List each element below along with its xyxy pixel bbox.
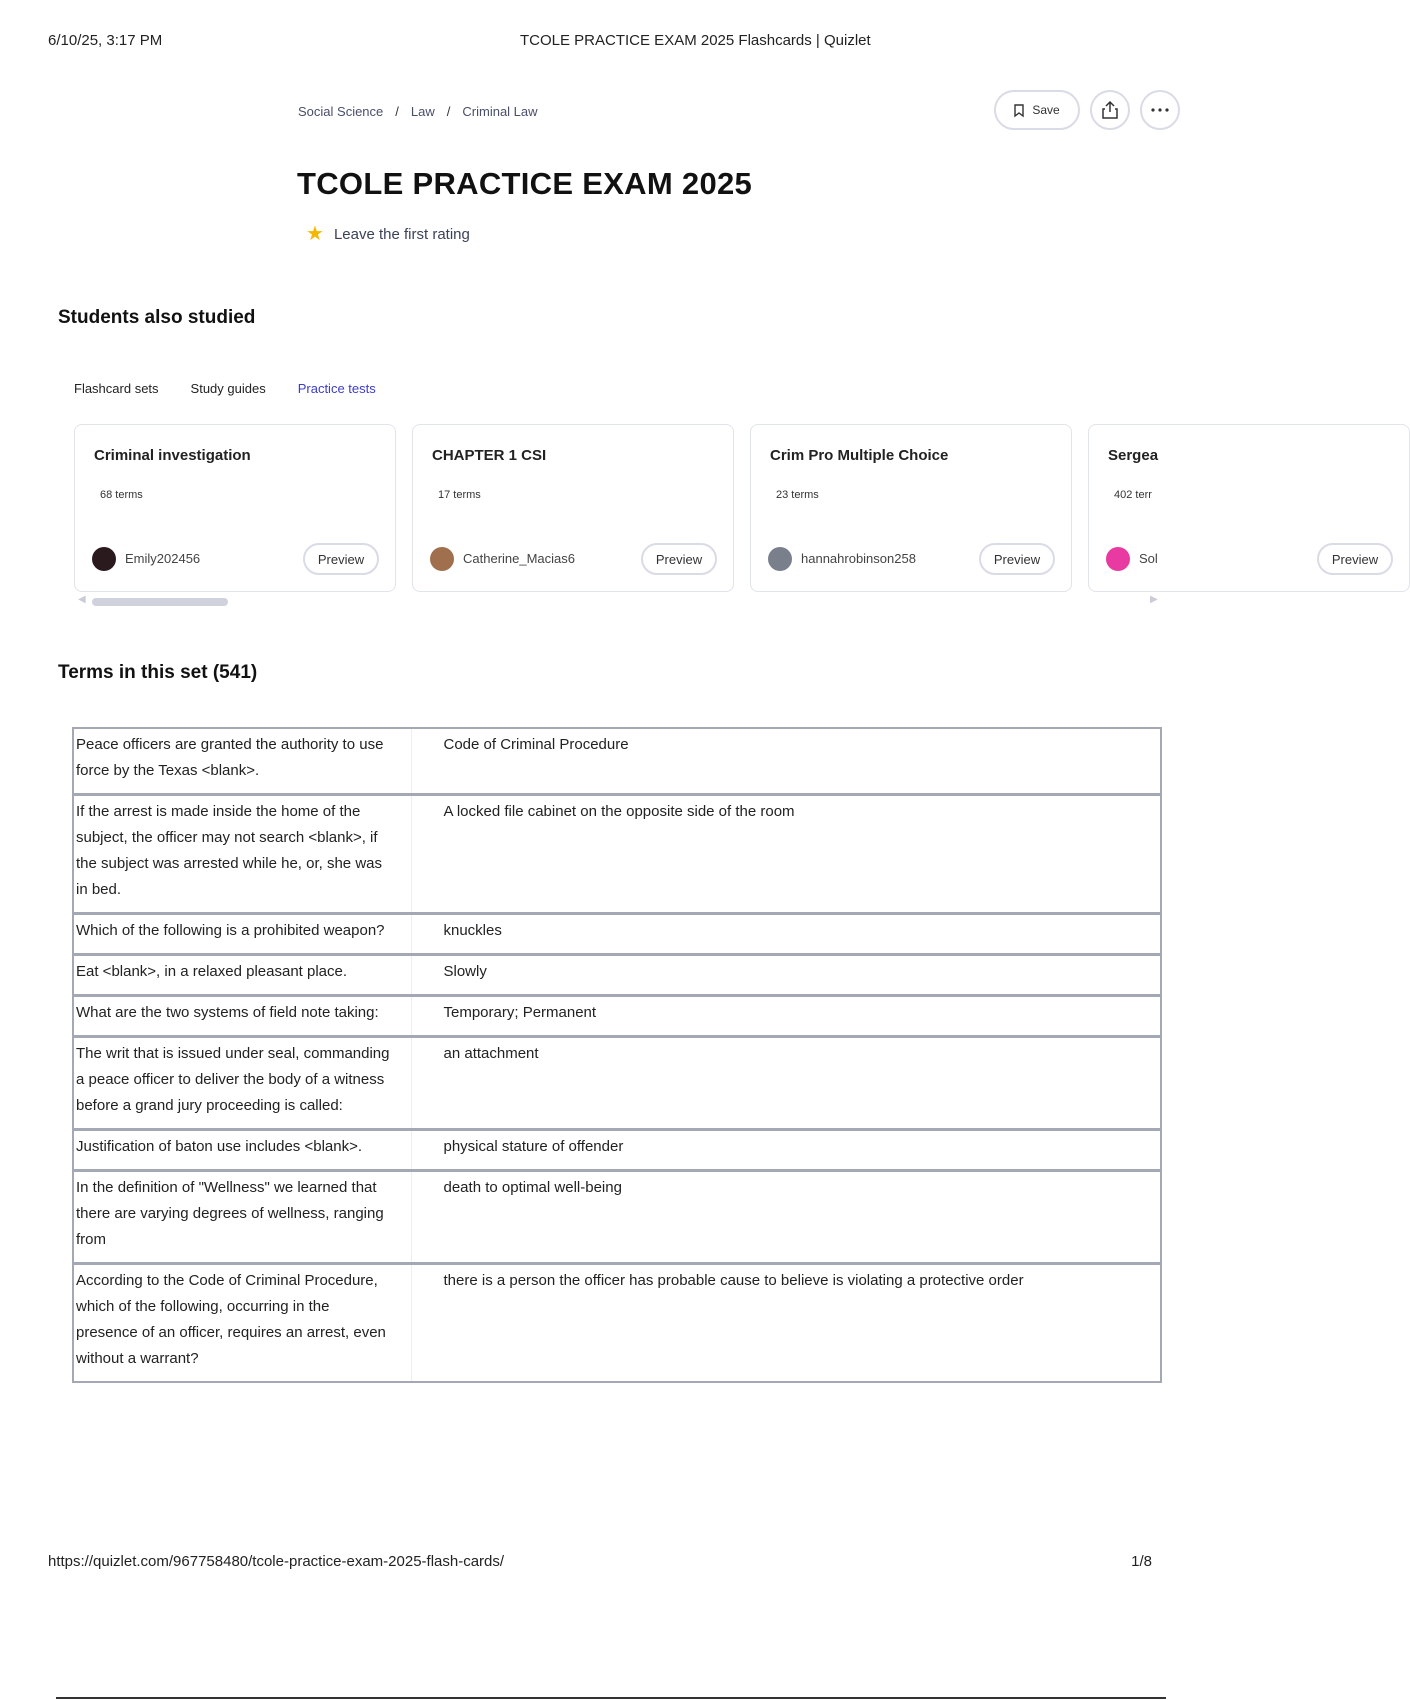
term-text: What are the two systems of field note taking: bbox=[73, 996, 411, 1037]
page-title: TCOLE PRACTICE EXAM 2025 bbox=[297, 166, 753, 201]
card-title: Sergea bbox=[1108, 447, 1159, 464]
term-text: Peace officers are granted the authority to use force by the Texas <blank>. bbox=[73, 728, 411, 795]
term-text: Eat <blank>, in a relaxed pleasant place. bbox=[73, 955, 411, 996]
avatar bbox=[92, 547, 116, 571]
related-set-card[interactable] bbox=[1088, 424, 1410, 592]
card-term-count: 402 terr bbox=[1114, 489, 1152, 501]
card-username[interactable]: hannahrobinson258 bbox=[801, 551, 916, 566]
breadcrumb-separator: / bbox=[446, 104, 451, 119]
terms-heading: Terms in this set (541) bbox=[58, 662, 258, 683]
breadcrumb-law[interactable]: Law bbox=[410, 104, 435, 119]
related-set-card[interactable] bbox=[412, 424, 734, 592]
definition-text: there is a person the officer has probable cause to believe is violating a protective order bbox=[443, 1272, 1024, 1289]
related-set-card[interactable] bbox=[74, 424, 396, 592]
breadcrumb-social-science[interactable]: Social Science bbox=[298, 104, 384, 119]
term-text: According to the Code of Criminal Procedure, which of the following, occurring in the presence of an officer, requires an arrest, even without a warrant? bbox=[73, 1264, 411, 1383]
tab-practice-tests[interactable]: Practice tests bbox=[297, 381, 376, 396]
definition-text: Slowly bbox=[443, 963, 487, 980]
related-sets-carousel bbox=[74, 424, 1379, 594]
table-row bbox=[73, 1130, 1161, 1171]
tab-flashcard-sets[interactable]: Flashcard sets bbox=[74, 381, 159, 396]
set-actions bbox=[994, 90, 1180, 130]
definition-text: knuckles bbox=[443, 922, 502, 939]
table-row bbox=[73, 1037, 1161, 1130]
card-term-count: 23 terms bbox=[776, 489, 819, 501]
card-username[interactable]: Sol bbox=[1139, 551, 1158, 566]
term-text: Which of the following is a prohibited weapon? bbox=[73, 914, 411, 955]
print-page-number: 1/8 bbox=[1131, 1553, 1152, 1570]
print-url: https://quizlet.com/967758480/tcole-practice-exam-2025-flash-cards/ bbox=[48, 1553, 505, 1570]
definition-text: Temporary; Permanent bbox=[443, 1004, 597, 1021]
more-options-button[interactable] bbox=[1140, 90, 1180, 130]
table-row bbox=[73, 795, 1161, 914]
print-page-title: TCOLE PRACTICE EXAM 2025 Flashcards | Quizlet bbox=[520, 32, 871, 49]
preview-button[interactable]: Preview bbox=[1317, 543, 1393, 575]
definition-text: physical stature of offender bbox=[443, 1138, 624, 1155]
card-title: Criminal investigation bbox=[94, 447, 251, 464]
related-set-card[interactable] bbox=[750, 424, 1072, 592]
carousel-scrollbar[interactable] bbox=[92, 598, 228, 606]
avatar bbox=[430, 547, 454, 571]
print-date: 6/10/25, 3:17 PM bbox=[48, 32, 163, 49]
card-title: Crim Pro Multiple Choice bbox=[770, 447, 949, 464]
avatar bbox=[768, 547, 792, 571]
card-username[interactable]: Catherine_Macias6 bbox=[463, 551, 576, 566]
rating-label: Leave the first rating bbox=[333, 225, 470, 243]
preview-button[interactable]: Preview bbox=[641, 543, 717, 575]
definition-text: Code of Criminal Procedure bbox=[443, 736, 629, 753]
term-text: In the definition of "Wellness" we learned that there are varying degrees of wellness, ranging from bbox=[73, 1171, 411, 1264]
table-row bbox=[73, 728, 1161, 795]
breadcrumb bbox=[298, 104, 538, 119]
definition-text: death to optimal well-being bbox=[443, 1179, 622, 1196]
avatar bbox=[1106, 547, 1130, 571]
scroll-left-icon[interactable]: ◀ bbox=[78, 594, 86, 605]
scroll-right-icon[interactable]: ▶ bbox=[1150, 594, 1158, 605]
table-row bbox=[73, 996, 1161, 1037]
share-icon bbox=[1102, 101, 1118, 119]
card-term-count: 68 terms bbox=[100, 489, 143, 501]
table-row bbox=[73, 1171, 1161, 1264]
save-button-label: Save bbox=[1032, 103, 1060, 117]
rating-prompt[interactable] bbox=[306, 224, 470, 244]
share-button[interactable] bbox=[1090, 90, 1130, 130]
table-row bbox=[73, 1264, 1161, 1383]
study-tabs bbox=[74, 381, 376, 396]
definition-text: an attachment bbox=[443, 1045, 539, 1062]
card-term-count: 17 terms bbox=[438, 489, 481, 501]
preview-button[interactable]: Preview bbox=[979, 543, 1055, 575]
breadcrumb-separator: / bbox=[395, 104, 399, 119]
card-title: CHAPTER 1 CSI bbox=[432, 447, 547, 464]
table-row bbox=[73, 955, 1161, 996]
term-text: The writ that is issued under seal, commanding a peace officer to deliver the body of a witness before a grand jury proceeding is called: bbox=[73, 1037, 411, 1130]
preview-button[interactable]: Preview bbox=[303, 543, 379, 575]
term-text: If the arrest is made inside the home of the subject, the officer may not search <blank>, if the subject was arrested while he, or, she was in bed. bbox=[73, 795, 411, 914]
terms-table bbox=[72, 727, 1162, 1383]
students-also-studied-heading: Students also studied bbox=[58, 307, 256, 328]
page-divider bbox=[56, 1697, 1166, 1699]
card-username[interactable]: Emily202456 bbox=[125, 551, 201, 566]
tab-study-guides[interactable]: Study guides bbox=[190, 381, 266, 396]
print-header bbox=[48, 32, 1152, 52]
term-text: Justification of baton use includes <blank>. bbox=[73, 1130, 411, 1171]
bookmark-icon bbox=[1014, 104, 1024, 117]
definition-text: A locked file cabinet on the opposite side of the room bbox=[443, 803, 795, 820]
star-icon: ★ bbox=[306, 223, 324, 245]
more-icon bbox=[1151, 108, 1169, 112]
save-button[interactable] bbox=[994, 90, 1080, 130]
breadcrumb-criminal-law[interactable]: Criminal Law bbox=[462, 104, 538, 119]
table-row bbox=[73, 914, 1161, 955]
